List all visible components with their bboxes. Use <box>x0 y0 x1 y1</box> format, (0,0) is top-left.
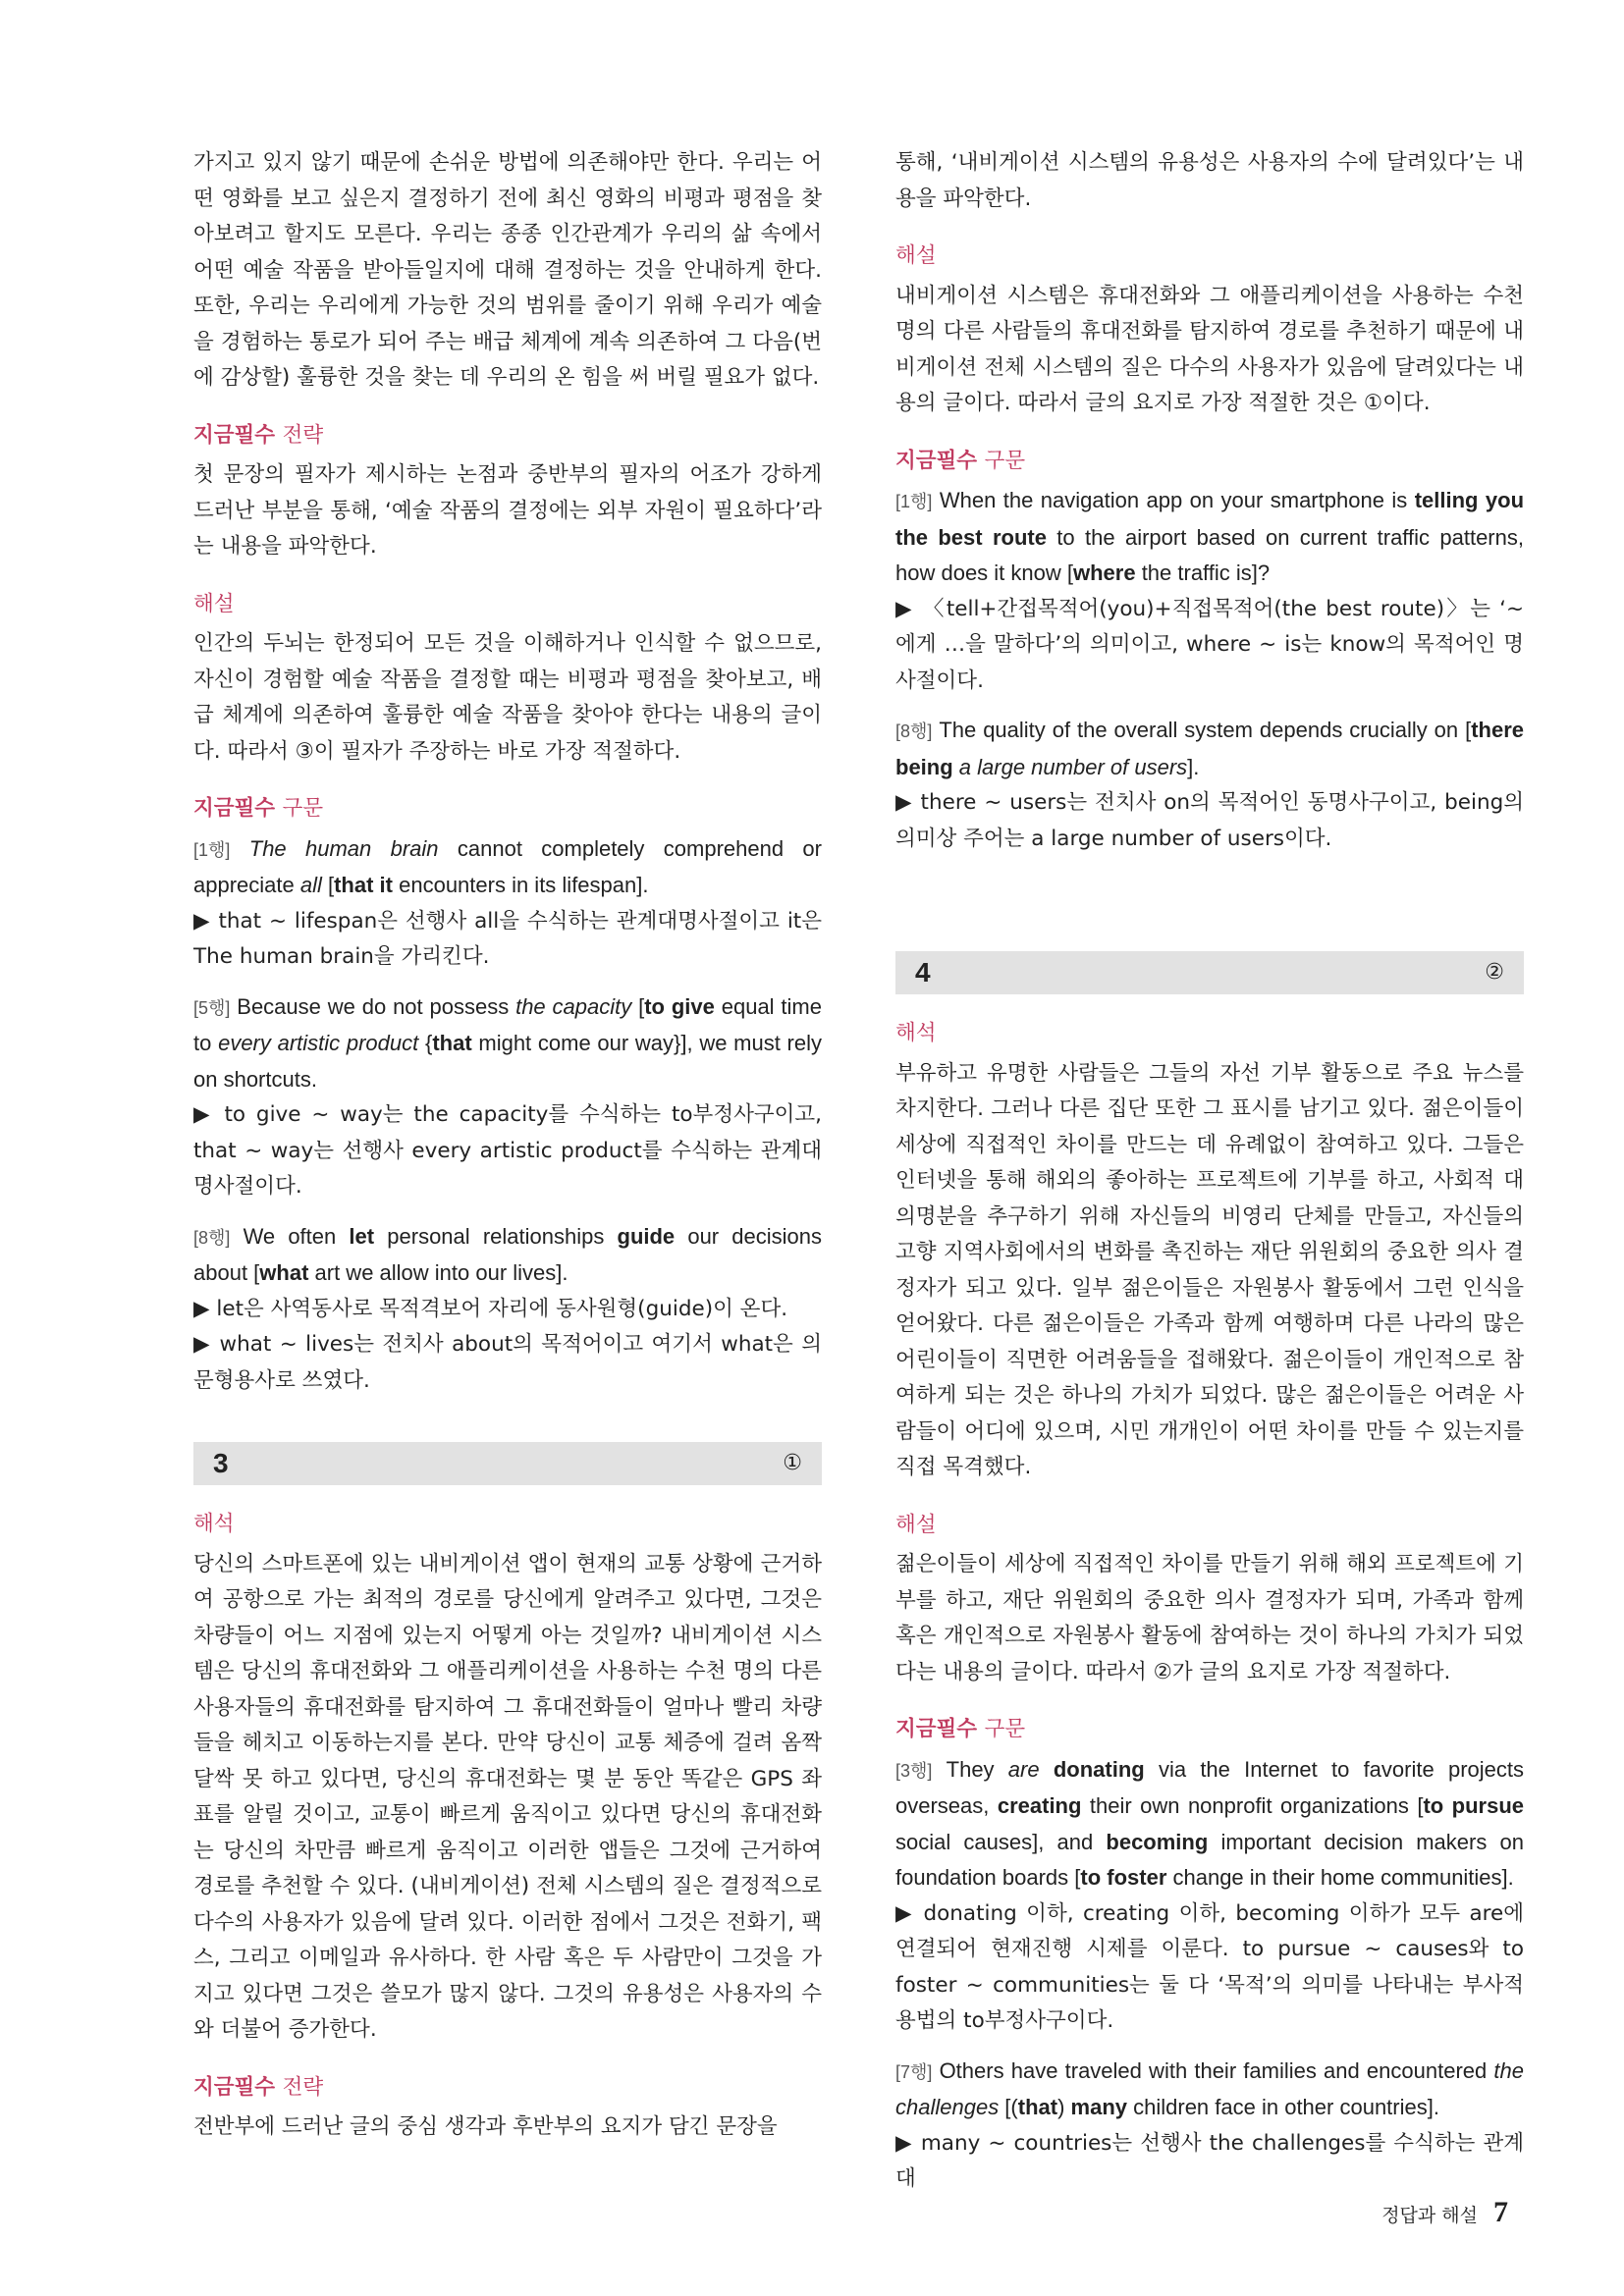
grammar-note-2: ▶ to give ~ way는 the capacity를 수식하는 to부정사구이고, that ~ way는 선행사 every artistic product를 수식하는 관계대명사절이다. <box>193 1102 822 1199</box>
strategy-continuation: 통해, ‘내비게이션 시스템의 유용성은 사용자의 수에 달려있다’는 내용을 파악한다. <box>895 150 1524 211</box>
intro-paragraph: 가지고 있지 않기 때문에 손쉬운 방법에 의존해야만 한다. 우리는 어떤 영화를 보고 싶은지 결정하기 전에 최신 영화의 비평과 평점을 찾아보려고 할지도 모른다. 우리는 종종 인간관계가 우리의 삶 속에서 어떤 예술 작품을 받아들일지에 대해 결정하는 것을 안내하게 한다. 또한, 우리는 우리에게 가능한 것의 범위를 줄이기 위해 우리가 예술을 경험하는 통로가 되어 주는 배급 체계에 계속 의존하여 그 다음(번에 감상할) 훌륭한 것을 찾는 데 우리의 온 힘을 써 버릴 필요가 없다. <box>193 150 822 390</box>
page-footer <box>1381 2195 1508 2234</box>
grammar-label: 지금필수 구문 <box>895 1717 1026 1741</box>
question-3-header <box>193 1442 822 1485</box>
translation-label: 해석 <box>895 1021 937 1045</box>
translation-text: 당신의 스마트폰에 있는 내비게이션 앱이 현재의 교통 상황에 근거하여 공항으로 가는 최적의 경로를 당신에게 알려주고 있다면, 그것은 차량들이 어느 지점에 있는지 어떻게 아는 것일까? 내비게이션 시스템은 당신의 휴대전화와 그 애플리케이션을 사용하는 수천 명의 다른 사용자들의 휴대전화를 탐지하여 그 휴대전화들이 얼마나 빨리 차량들을 헤치고 이동하는지를 본다. 만약 당신이 교통 체증에 걸려 옴짝달싹 못 하고 있다면, 당신의 휴대전화는 몇 분 동안 똑같은 GPS 좌표를 알릴 것이고, 교통이 빠르게 움직이고 있다면 당신의 휴대전화는 당신의 차만큼 빠르게 움직이고 이러한 앱들은 그것에 근거하여 경로를 추천할 수 있다. (내비게이션) 전체 시스템의 질은 결정적으로 다수의 사용자가 있음에 달려 있다. 이러한 점에서 그것은 전화기, 팩스, 그리고 이메일과 유사하다. 한 사람 혹은 두 사람만이 그것을 가지고 있다면 그것은 쓸모가 많지 않다. 그것의 유용성은 사용자의 수와 더불어 증가한다. <box>193 1551 822 2042</box>
grammar-sentence-2: [5행] Because we do not possess the capacity [to give equal time to every artistic product {that might come our way}], we must rely on shortcuts. <box>193 993 823 1092</box>
question-4-header <box>895 951 1524 994</box>
section-title: 정답과 해설 <box>1381 2205 1478 2226</box>
grammar-sentence-3: [8행] We often let personal relationships guide our decisions about [what art we allow into our lives]. <box>193 1223 822 1285</box>
grammar-note-1: ▶ that ~ lifespan은 선행사 all을 수식하는 관계대명사절이고 it은 The human brain을 가리킨다. <box>193 908 822 969</box>
grammar-note-3: ▶ donating 이하, creating 이하, becoming 이하가 모두 are에 연결되어 현재진행 시제를 이룬다. to pursue ~ causes와 to foster ~ communities는 둘 다 ‘목적’의 의미를 나타내는 부사적 용법의 to부정사구이다. <box>895 1900 1524 2033</box>
grammar-note-1: ▶ 〈tell+간접목적어(you)+직접목적어(the best route)〉는 ‘~에게 …을 말하다’의 의미이고, where ~ is는 know의 목적어인 명사절이다. <box>895 596 1524 693</box>
commentary-label: 해설 <box>895 1512 937 1537</box>
grammar-note-4: ▶ many ~ countries는 선행사 the challenges를 수식하는 관계대 <box>895 2130 1524 2191</box>
grammar-sentence-3: [3행] They are donating via the Internet to favorite projects overseas, creating their own nonprofit organizations [to pursue social causes], and becoming important decision makers on foundation boards [to foster change in their home communities]. <box>895 1756 1524 1890</box>
question-number: 3 <box>213 1447 229 1478</box>
page-number: 7 <box>1493 2196 1508 2228</box>
answer-mark: ① <box>783 1450 802 1475</box>
strategy-label: 지금필수 전략 <box>193 2074 324 2100</box>
grammar-sentence-2: [8행] The quality of the overall system depends crucially on [there being a large number of users]. <box>895 718 1524 779</box>
strategy-text: 전반부에 드러난 글의 중심 생각과 후반부의 요지가 담긴 문장을 <box>193 2114 778 2139</box>
left-column <box>193 145 822 2146</box>
commentary-text: 인간의 두뇌는 한정되어 모든 것을 이해하거나 인식할 수 없으므로, 자신이 경험할 예술 작품을 결정할 때는 비평과 평점을 찾아보고, 배급 체계에 의존하여 훌륭한 예술 작품을 찾아야 한다는 내용의 글이다. 따라서 ③이 필자가 주장하는 바로 가장 적절하다. <box>193 631 822 764</box>
grammar-sentence-1: [1행] When the navigation app on your smartphone is telling you the best route to the airport based on current traffic patterns, how does it know [where the traffic is]? <box>895 488 1525 585</box>
answer-mark: ② <box>1485 959 1504 985</box>
commentary-label: 해설 <box>895 243 937 268</box>
grammar-note-3a: ▶ let은 사역동사로 목적격보어 자리에 동사원형(guide)이 온다. <box>193 1296 788 1321</box>
commentary-text: 젊은이들이 세상에 직접적인 차이를 만들기 위해 해외 프로젝트에 기부를 하고, 재단 위원회의 중요한 의사 결정자가 되며, 가족과 함께 혹은 개인적으로 자원봉사 활동에 참여하는 것이 하나의 가치가 되었다는 내용의 글이다. 따라서 ②가 글의 요지로 가장 적절하다. <box>895 1552 1524 1684</box>
translation-text: 부유하고 유명한 사람들은 그들의 자선 기부 활동으로 주요 뉴스를 차지한다. 그러나 다른 집단 또한 그 표시를 남기고 있다. 젊은이들이 세상에 직접적인 차이를 만드는 데 유례없이 참여하고 있다. 그들은 인터넷을 통해 해외의 좋아하는 프로젝트에 기부를 하고, 사회적 대의명분을 추구하기 위해 자신들의 비영리 단체를 만들고, 자신들의 고향 지역사회에서의 변화를 촉진하는 재단 위원회의 중요한 의사 결정자가 되고 있다. 일부 젊은이들은 자원봉사 활동에서 그런 인식을 얻어왔다. 다른 젊은이들은 가족과 함께 여행하며 다른 나라의 많은 어린이들이 직면한 어려움들을 접해왔다. 젊은이들이 개인적으로 참여하게 되는 것은 하나의 가치가 되었다. 많은 젊은이들은 어려운 사람들이 어디에 있으며, 시민 개개인이 어떤 차이를 만들 수 있는지를 직접 목격했다. <box>895 1060 1524 1479</box>
right-column <box>895 145 1524 2198</box>
commentary-label: 해설 <box>193 591 235 616</box>
grammar-note-2: ▶ there ~ users는 전치사 on의 목적어인 동명사구이고, being의 의미상 주어는 a large number of users이다. <box>895 790 1524 851</box>
strategy-text: 첫 문장의 필자가 제시하는 논점과 중반부의 필자의 어조가 강하게 드러난 부분을 통해, ‘예술 작품의 결정에는 외부 자원이 필요하다’라는 내용을 파악한다. <box>193 462 822 559</box>
grammar-note-3b: ▶ what ~ lives는 전치사 about의 목적어이고 여기서 what은 의문형용사로 쓰였다. <box>193 1332 822 1393</box>
grammar-label: 지금필수 구문 <box>895 448 1026 473</box>
grammar-label: 지금필수 구문 <box>193 796 324 821</box>
grammar-sentence-1: [1행] The human brain cannot completely comprehend or appreciate all [that it encounters in its lifespan]. <box>193 835 822 897</box>
translation-label: 해석 <box>193 1512 235 1536</box>
strategy-label: 지금필수 전략 <box>193 422 324 448</box>
grammar-sentence-4: [7행] Others have traveled with their families and encountered the challenges [(that) many children face in other countries]. <box>895 2057 1524 2119</box>
question-number: 4 <box>915 956 931 988</box>
commentary-text: 내비게이션 시스템은 휴대전화와 그 애플리케이션을 사용하는 수천 명의 다른 사람들의 휴대전화를 탐지하여 경로를 추천하기 때문에 내비게이션 전체 시스템의 질은 다수의 사용자가 있음에 달려있다는 내용의 글이다. 따라서 글의 요지로 가장 적절한 것은 ①이다. <box>895 283 1524 415</box>
